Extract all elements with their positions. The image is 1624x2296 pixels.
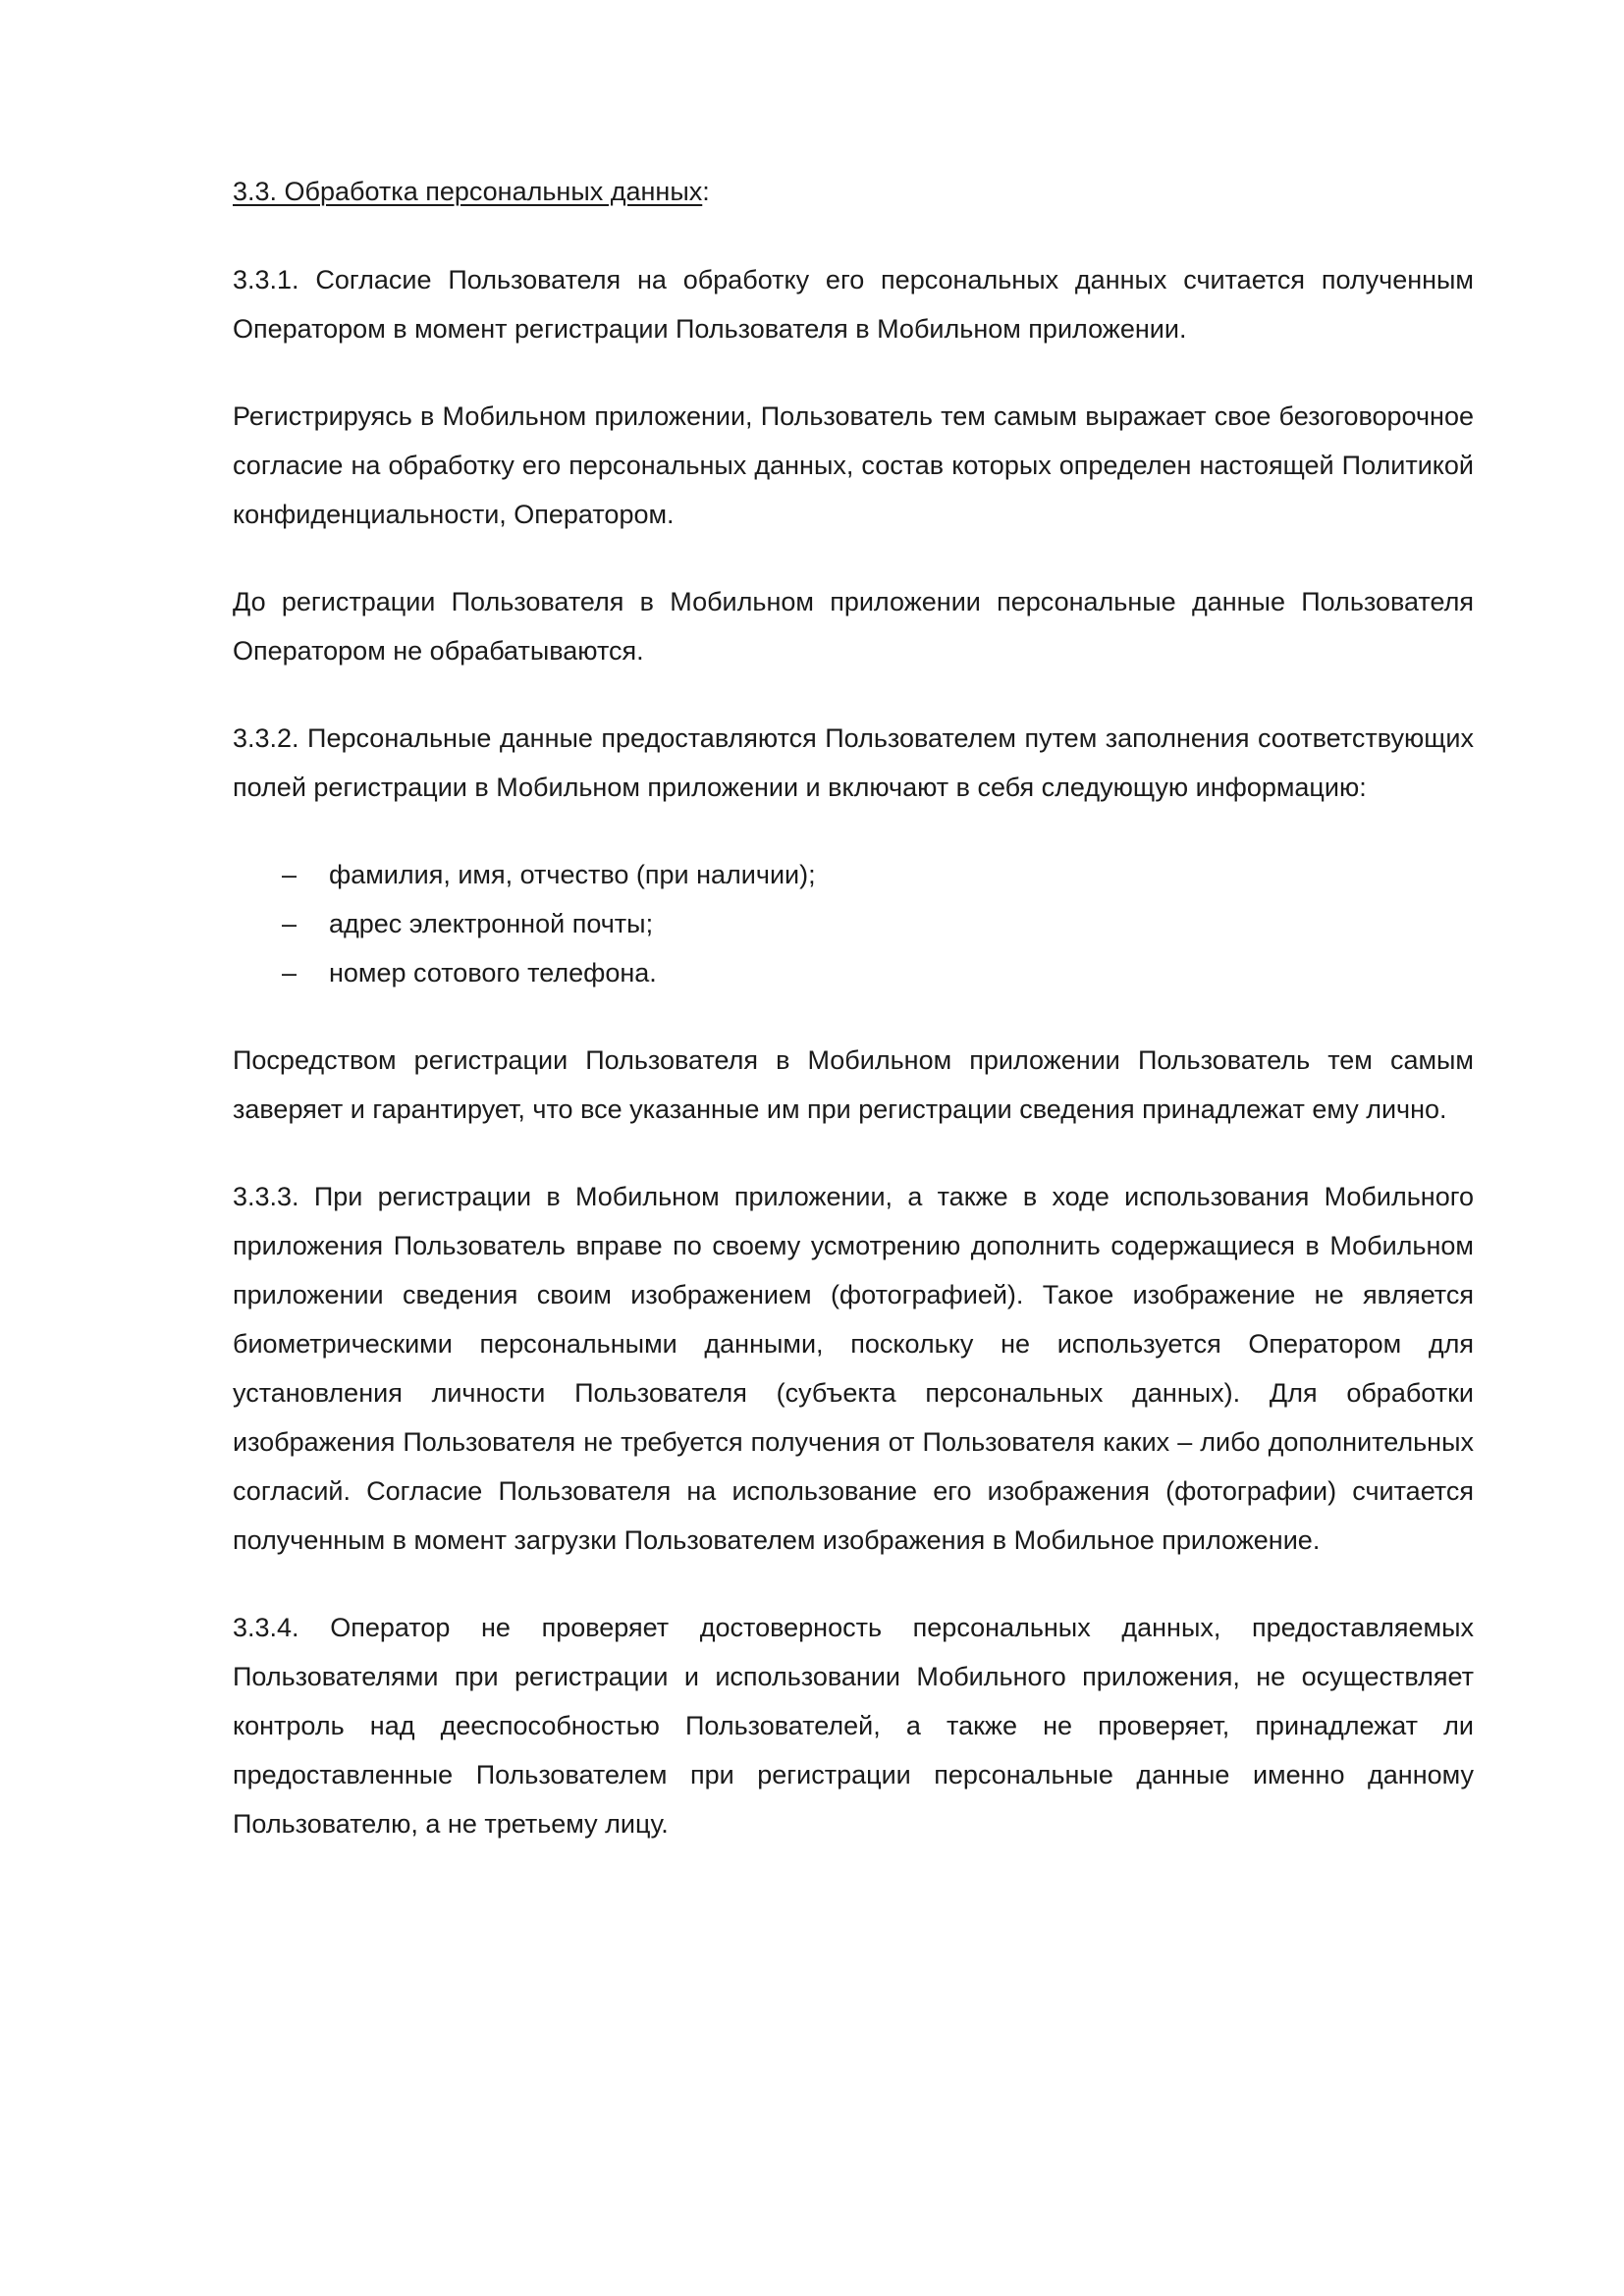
paragraph-3-3-3: 3.3.3. При регистрации в Мобильном приложении, а также в ходе использования Мобильного приложения Пользователь вправе по своему усмотрению дополнить содержащиеся в Мобильном приложении сведения своим изображением (фотографией). Такое изображение не является биометрическими персональными данными, поскольку не используется Оператором для установления личности Пользователя (субъекта персональных данных). Для обработки изображения Пользователя не требуется получения от Пользователя каких – либо дополнительных согласий. Согласие Пользователя на использование его изображения (фотографии) считается полученным в момент загрузки Пользователем изображения в Мобильное приложение. bbox=[233, 1182, 1474, 1555]
list-item-text: фамилия, имя, отчество (при наличии); bbox=[329, 860, 816, 889]
list-dash: – bbox=[282, 860, 298, 889]
list-item-text: адрес электронной почты; bbox=[329, 909, 654, 938]
list-item bbox=[233, 899, 1474, 948]
paragraph-3-3-4: 3.3.4. Оператор не проверяет достоверность персональных данных, предоставляемых Пользователями при регистрации и использовании Мобильного приложения, не осуществляет контроль над дееспособностью Пользователей, а также не проверяет, принадлежат ли предоставленные Пользователем при регистрации персональные данные именно данному Пользователю, а не третьему лицу. bbox=[233, 1613, 1474, 1839]
paragraph-before-registration: До регистрации Пользователя в Мобильном приложении персональные данные Пользователя Оператором не обрабатываются. bbox=[233, 587, 1474, 666]
list-item bbox=[233, 948, 1474, 997]
section-heading-colon: : bbox=[702, 177, 710, 206]
list-item-text: номер сотового телефона. bbox=[329, 958, 657, 988]
document-page bbox=[233, 167, 1474, 1887]
paragraph-user-guarantee: Посредством регистрации Пользователя в Мобильном приложении Пользователь тем самым заверяет и гарантирует, что все указанные им при регистрации сведения принадлежат ему лично. bbox=[233, 1045, 1474, 1124]
personal-data-list bbox=[233, 850, 1474, 997]
paragraph-3-3-2: 3.3.2. Персональные данные предоставляются Пользователем путем заполнения соответствующих полей регистрации в Мобильном приложении и включают в себя следующую информацию: bbox=[233, 723, 1474, 802]
section-heading bbox=[233, 167, 1474, 216]
list-dash: – bbox=[282, 909, 298, 938]
paragraph-3-3-1: 3.3.1. Согласие Пользователя на обработку его персональных данных считается полученным Оператором в момент регистрации Пользователя в Мобильном приложении. bbox=[233, 265, 1474, 344]
list-item bbox=[233, 850, 1474, 899]
section-heading-text: 3.3. Обработка персональных данных bbox=[233, 177, 703, 206]
paragraph-registration-consent: Регистрируясь в Мобильном приложении, Пользователь тем самым выражает свое безоговорочное согласие на обработку его персональных данных, состав которых определен настоящей Политикой конфиденциальности, Оператором. bbox=[233, 401, 1474, 529]
list-dash: – bbox=[282, 958, 298, 988]
